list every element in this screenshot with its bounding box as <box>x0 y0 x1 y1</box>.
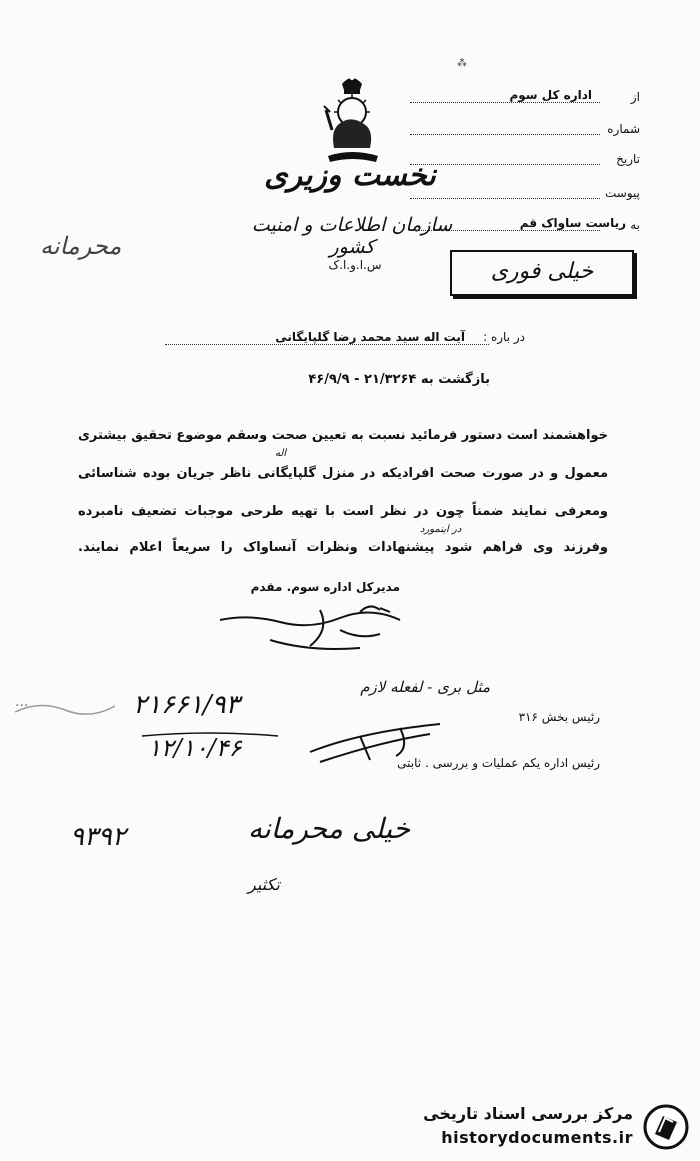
signature-icon <box>210 600 410 660</box>
date-row <box>410 152 640 170</box>
from-value: اداره کل سوم <box>509 88 592 102</box>
organization-code: س.ا.و.ا.ک <box>328 258 382 272</box>
body-line-1: خواهشمند است دستور فرمائید نسبت به تعیین صحت وسقم موضوع تحقیق بیشتری <box>78 428 608 443</box>
bottom-note: تکثیر <box>248 875 280 894</box>
subject-row <box>205 330 525 350</box>
confidential-stamp-left: محرمانه <box>40 232 122 260</box>
watermark-name: مرکز بررسی اسناد تاریخی <box>423 1104 633 1123</box>
attachment-row <box>410 186 640 204</box>
cc-line-2: رئیس اداره یکم عملیات و بررسی . ثابتی <box>397 756 600 770</box>
body-insert-2: در اینمورد <box>420 524 462 535</box>
to-value: ریاست ساواک قم <box>519 216 626 230</box>
margin-scribble-icon <box>10 690 120 720</box>
cc-line-1: رئیس بخش ۳۱۶ <box>518 710 600 724</box>
organization-subtitle: سازمان اطلاعات و امنیت کشور <box>251 214 453 258</box>
organization-title: نخست وزیری <box>264 158 436 193</box>
confidential-stamp-bottom: خیلی محرمانه <box>248 812 411 845</box>
handwritten-number-3: ۹۳۹۲ <box>70 822 126 852</box>
attachment-label: پیوست <box>605 186 640 200</box>
handwritten-number-1: ۲۱۶۶۱/۹۳ <box>133 690 240 720</box>
subject-value: آیت اله سید محمد رضا گلپایگانی <box>275 330 465 344</box>
body-insert-1: اله <box>275 448 287 459</box>
to-row <box>410 218 640 236</box>
number-label: شماره <box>607 122 640 136</box>
signer-name: مدیرکل اداره سوم. مقدم <box>250 580 400 594</box>
handwritten-number-2: ۱۲/۱۰/۴۶ <box>148 734 242 762</box>
watermark <box>405 1098 695 1158</box>
lion-and-sun-emblem-icon <box>312 70 392 170</box>
corner-mark: ⁂ <box>457 58 467 69</box>
body-line-4: وفرزند وی فراهم شود پیشنهادات ونظرات آنساواک را سریعاً اعلام نمایند. <box>78 540 608 555</box>
body-line-2: معمول و در صورت صحت افرادیکه در منزل گلپایگانی ناظر جریان بوده شناسائی <box>78 466 608 481</box>
subject-label: در باره : <box>483 330 525 344</box>
urgency-stamp: خیلی فوری <box>450 250 634 296</box>
from-label: از <box>630 90 640 104</box>
handwritten-note: مثل بری - لفعله لازم <box>360 678 490 696</box>
reference-line: بازگشت به ۲۱/۳۲۶۴ - ۴۶/۹/۹ <box>308 372 490 387</box>
archive-logo-icon <box>643 1104 689 1150</box>
watermark-url: historydocuments.ir <box>441 1128 633 1147</box>
date-label: تاریخ <box>616 152 640 166</box>
underline-icon <box>140 728 280 742</box>
to-label: به <box>630 218 640 232</box>
handwritten-margin-note: ... <box>15 694 29 710</box>
number-row <box>410 122 640 140</box>
from-row <box>410 90 640 108</box>
body-line-3: ومعرفی نمایند ضمناً چون در نظر است با تهیه طرحی موجبات تضعیف نامبرده <box>78 504 608 519</box>
